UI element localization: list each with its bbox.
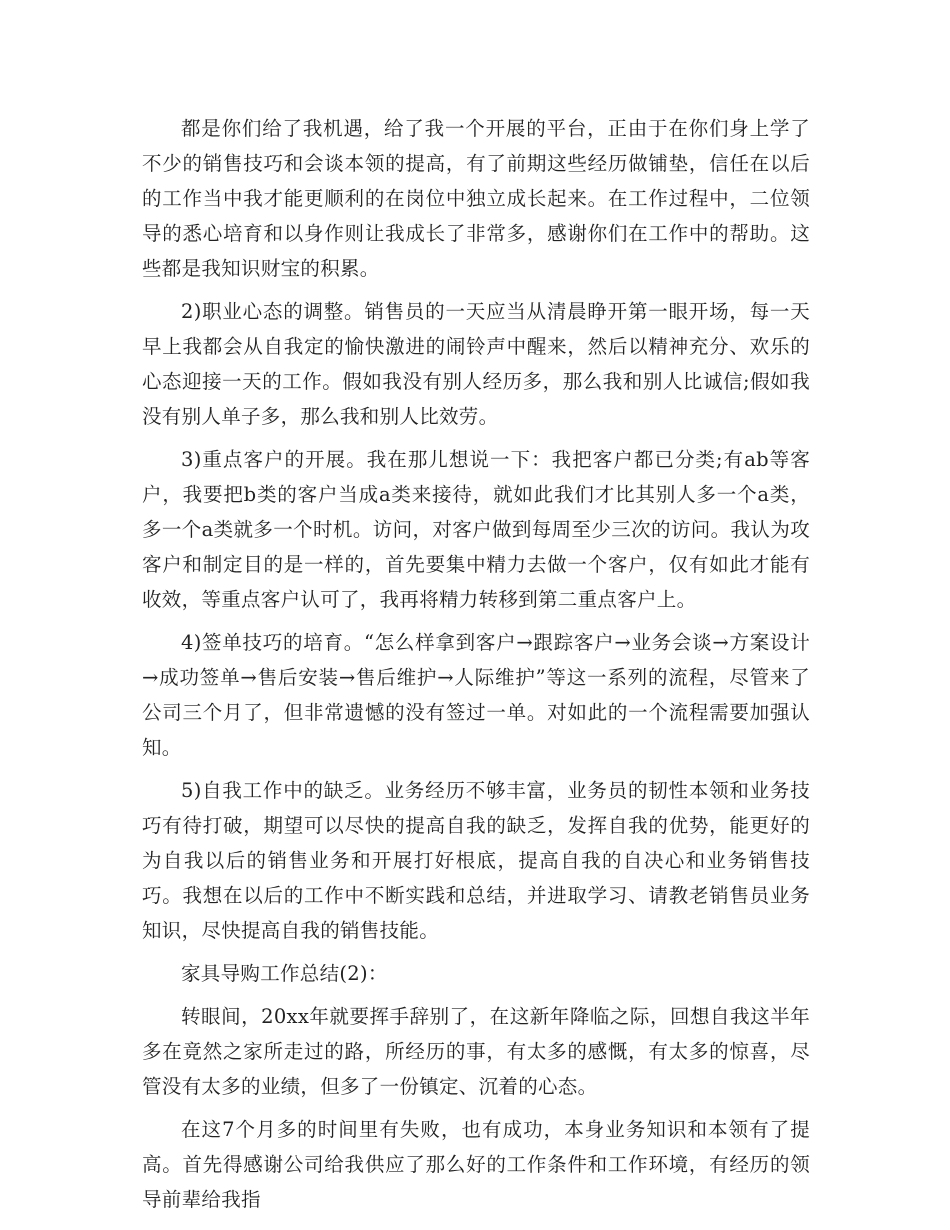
paragraph-mindset-adjustment: 2)职业心态的调整。销售员的一天应当从清晨睁开第一眼开场，每一天早上我都会从自我定的愉快激进的闹铃声中醒来，然后以精神充分、欢乐的心态迎接一天的工作。假如我没有别人经历多，那么我和别人比诚信;假如我没有别人单子多，那么我和别人比效劳。 [142, 300, 810, 428]
section-heading: 家具导购工作总结(2)： [181, 962, 388, 985]
paragraph-seven-months: 在这7个月多的时间里有失败，也有成功，本身业务知识和本领有了提高。首先得感谢公司给我供应了那么好的工作条件和工作环境，有经历的领导前辈给我指 [142, 1118, 810, 1211]
paragraph-gratitude: 都是你们给了我机遇，给了我一个开展的平台，正由于在你们身上学了不少的销售技巧和会谈本领的提高，有了前期这些经历做铺垫，信任在以后的工作当中我才能更顺利的在岗位中独立成长起来。在工作过程中，二位领导的悉心培育和以身作则让我成长了非常多，感谢你们在工作中的帮助。这些都是我知识财宝的积累。 [142, 117, 810, 280]
paragraph-year-end: 转眼间，20xx年就要挥手辞别了，在这新年降临之际，回想自我这半年多在竟然之家所走过的路，所经历的事，有太多的感慨，有太多的惊喜，尽管没有太多的业绩，但多了一份镇定、沉着的心态。 [142, 1005, 810, 1098]
document-body [142, 111, 810, 1225]
paragraph-signing-skills: 4)签单技巧的培育。“怎么样拿到客户→跟踪客户→业务会谈→方案设计→成功签单→售后安装→售后维护→人际维护”等这一系列的流程，尽管来了公司三个月了，但非常遗憾的没有签过一单。对如此的一个流程需要加强认知。 [142, 631, 810, 759]
paragraph-key-customers: 3)重点客户的开展。我在那儿想说一下：我把客户都已分类;有ab等客户，我要把b类的客户当成a类来接待，就如此我们才比其别人多一个a类，多一个a类就多一个时机。访问，对客户做到每周至少三次的访问。我认为攻客户和制定目的是一样的，首先要集中精力去做一个客户，仅有如此才能有收效，等重点客户认可了，我再将精力转移到第二重点客户上。 [142, 448, 810, 611]
paragraph-shortcomings: 5)自我工作中的缺乏。业务经历不够丰富，业务员的韧性本领和业务技巧有待打破，期望可以尽快的提高自我的缺乏，发挥自我的优势，能更好的为自我以后的销售业务和开展打好根底，提高自我的自决心和业务销售技巧。我想在以后的工作中不断实践和总结，并进取学习、请教老销售员业务知识，尽快提高自我的销售技能。 [142, 779, 810, 942]
